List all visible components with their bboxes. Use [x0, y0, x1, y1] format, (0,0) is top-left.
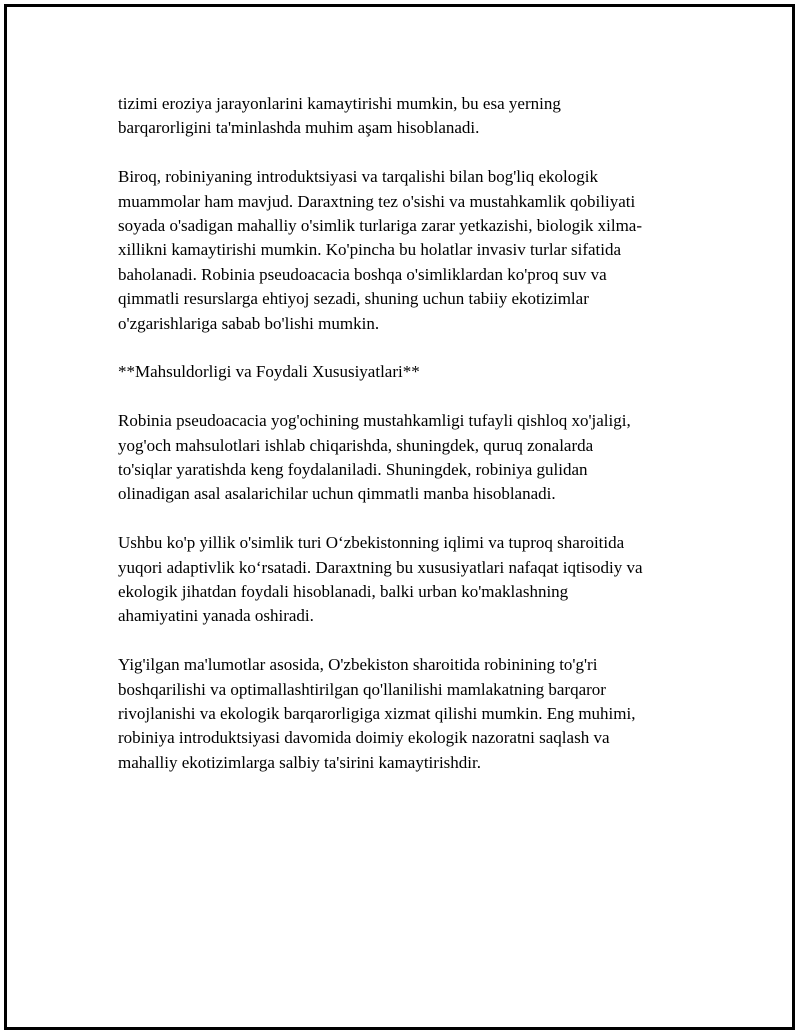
paragraph	[118, 653, 688, 775]
text-line: robiniya introduktsiyasi davomida doimiy ekologik nazoratni saqlash va	[118, 728, 610, 748]
text-line: yuqori adaptivlik ko‘rsatadi. Daraxtning bu xususiyatlari nafaqat iqtisodiy va	[118, 557, 643, 577]
section-heading	[118, 360, 688, 384]
text-line: Ushbu ko'p yillik o'simlik turi O‘zbekistonning iqlimi va tuproq sharoitida	[118, 533, 625, 553]
text-line: Biroq, robiniyaning introduktsiyasi va tarqalishi bilan bog'liq ekologik	[118, 167, 598, 187]
text-line: **Mahsuldorligi va Foydali Xususiyatlari**	[118, 362, 420, 382]
text-line: mahalliy ekotizimlarga salbiy ta'sirini kamaytirishdir.	[118, 752, 481, 772]
paragraph	[118, 92, 688, 141]
text-line: qimmatli resurslarga ehtiyoj sezadi, shuning uchun tabiiy ekotizimlar	[118, 289, 589, 309]
text-line: o'zgarishlariga sabab bo'lishi mumkin.	[118, 313, 380, 333]
text-line: yog'och mahsulotlari ishlab chiqarishda, shuningdek, quruq zonalarda	[118, 435, 594, 455]
text-line: Robinia pseudoacacia yog'ochining mustahkamligi tufayli qishloq xo'jaligi,	[118, 411, 631, 431]
text-line: olinadigan asal asalarichilar uchun qimmatli manba hisoblanadi.	[118, 484, 556, 504]
text-line: rivojlanishi va ekologik barqarorligiga xizmat qilishi mumkin. Eng muhimi,	[118, 704, 636, 724]
paragraph	[118, 409, 688, 507]
text-line: ekologik jihatdan foydali hisoblanadi, balki urban ko'maklashning	[118, 582, 569, 602]
paragraph	[118, 165, 688, 336]
text-line: muammolar ham mavjud. Daraxtning tez o'sishi va mustahkamlik qobiliyati	[118, 191, 636, 211]
text-line: boshqarilishi va optimallashtirilgan qo'llanilishi mamlakatning barqaror	[118, 679, 606, 699]
text-line: ahamiyatini yanada oshiradi.	[118, 606, 314, 626]
text-line: Yig'ilgan ma'lumotlar asosida, O'zbekiston sharoitida robinining to'g'ri	[118, 655, 598, 675]
text-line: xillikni kamaytirishi mumkin. Ko'pincha bu holatlar invasiv turlar sifatida	[118, 240, 622, 260]
text-line: baholanadi. Robinia pseudoacacia boshqa o'simliklardan ko'proq suv va	[118, 264, 607, 284]
text-line: to'siqlar yaratishda keng foydalaniladi. Shuningdek, robiniya gulidan	[118, 460, 588, 480]
document-body	[118, 92, 688, 800]
text-line: barqarorligini ta'minlashda muhim aşam hisoblanadi.	[118, 118, 480, 138]
text-line: tizimi eroziya jarayonlarini kamaytirishi mumkin, bu esa yerning	[118, 94, 561, 113]
text-line: soyada o'sadigan mahalliy o'simlik turlariga zarar yetkazishi, biologik xilma-	[118, 216, 643, 236]
paragraph	[118, 531, 688, 629]
